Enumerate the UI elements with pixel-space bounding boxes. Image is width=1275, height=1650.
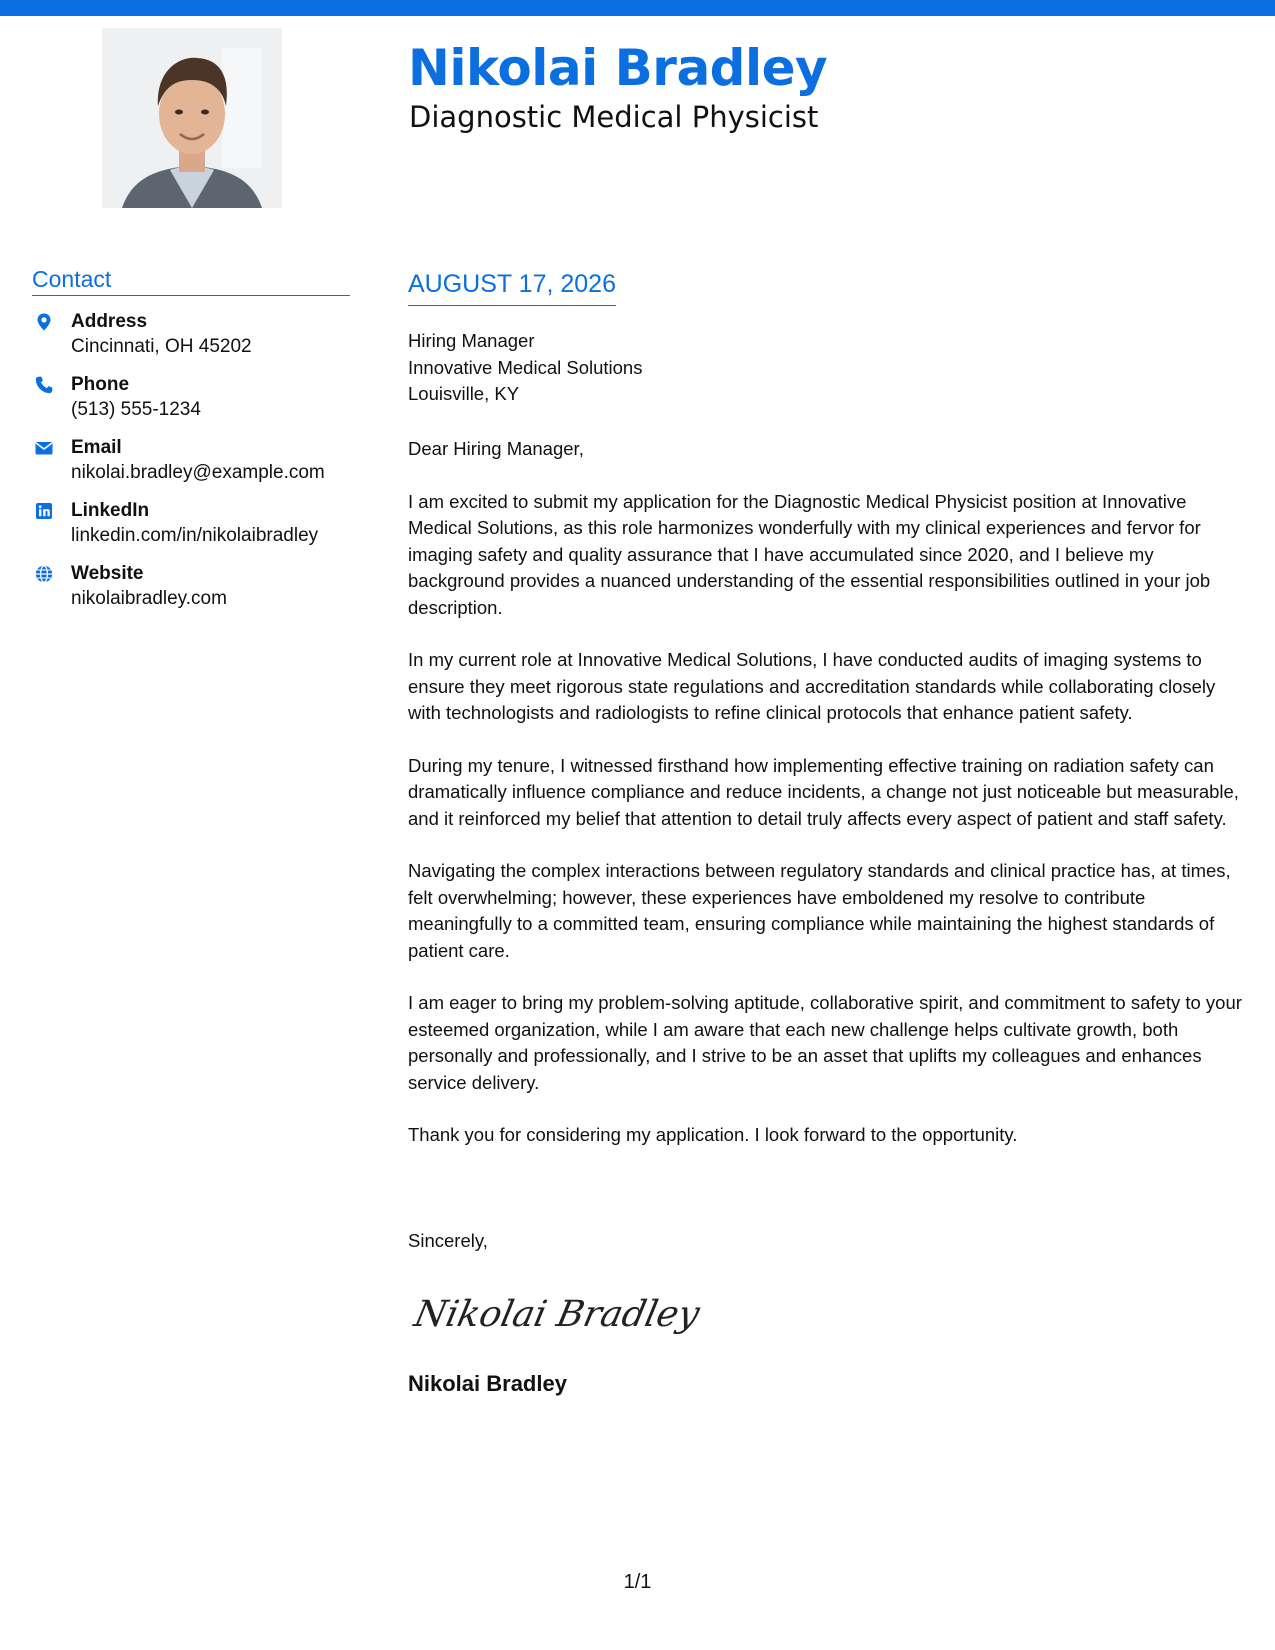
letter-date: AUGUST 17, 2026 [408,270,616,306]
contact-value-linkedin[interactable]: linkedin.com/in/nikolaibradley [71,525,319,546]
contact-label-linkedin: LinkedIn [71,500,150,521]
contact-item-website [32,562,362,625]
handwritten-signature [410,1282,704,1342]
signer-name: Nikolai Bradley [408,1371,567,1396]
contact-value-phone: (513) 555-1234 [71,399,201,420]
profile-photo [102,28,282,208]
salutation: Dear Hiring Manager, [408,438,584,459]
contact-value-address: Cincinnati, OH 45202 [71,336,252,357]
body-paragraph: Navigating the complex interactions between regulatory standards and clinical practice has, at times, felt overwhelming; however, these experiences have emboldened my resolve to contribute meaningfully to a committed team, ensuring compliance while maintaining the highest standards of patient care. [408,860,1231,961]
body-paragraph: Thank you for considering my application. I look forward to the opportunity. [408,1124,1018,1145]
phone-icon [34,375,54,395]
contact-value-email[interactable]: nikolai.bradley@example.com [71,462,325,483]
recipient-location: Louisville, KY [408,383,520,404]
globe-icon [34,564,54,584]
body-paragraph: In my current role at Innovative Medical Solutions, I have conducted audits of imaging systems to ensure they meet rigorous state regulations and accreditation standards while collaborating closely with technologists and radiologists to refine clinical protocols that enhance patient safety. [408,649,1216,723]
top-accent-bar [0,0,1275,16]
contact-label-website: Website [71,563,144,584]
linkedin-icon [34,501,54,521]
contact-item-linkedin [32,499,362,562]
body-paragraph: I am excited to submit my application for the Diagnostic Medical Physicist position at Innovative Medical Solutions, as this role harmonizes wonderfully with my clinical experiences and fervor for imaging safety and quality assurance that I have accumulated since 2020, and I believe my background provides a nuanced understanding of the essential responsibilities outlined in your job description. [408,490,1211,618]
contact-item-address [32,310,362,373]
contact-value-website[interactable]: nikolaibradley.com [71,588,227,609]
contact-label-phone: Phone [71,374,130,395]
letter-body [408,436,1253,1175]
recipient-block [408,328,642,408]
applicant-job-title: Diagnostic Medical Physicist [409,100,819,134]
recipient-name: Hiring Manager [408,330,535,351]
contact-label-address: Address [71,311,148,332]
applicant-name: Nikolai Bradley [408,39,828,97]
body-paragraph: During my tenure, I witnessed firsthand how implementing effective training on radiation safety can dramatically influence compliance and reduce incidents, a change not just noticeable but measurable, and it reinforced my belief that attention to detail truly affects every aspect of patient and staff safety. [408,754,1239,829]
contact-label-email: Email [71,437,122,458]
envelope-icon [34,438,54,458]
contact-item-phone [32,373,362,436]
contact-list [32,310,362,625]
contact-heading: Contact [32,266,350,296]
signature-script: Nikolai Bradley [410,1292,704,1335]
body-paragraph: I am eager to bring my problem-solving aptitude, collaborative spirit, and commitment to safety to your esteemed organization, while I am aware that each new challenge helps cultivate growth, both personally and professionally, and I strive to be an asset that uplifts my colleagues and enhances service delivery. [408,992,1242,1093]
closing: Sincerely, [408,1230,488,1251]
recipient-company: Innovative Medical Solutions [408,356,643,378]
contact-item-email [32,436,362,499]
map-pin-icon [34,312,54,332]
page-number: 1/1 [623,1571,652,1593]
